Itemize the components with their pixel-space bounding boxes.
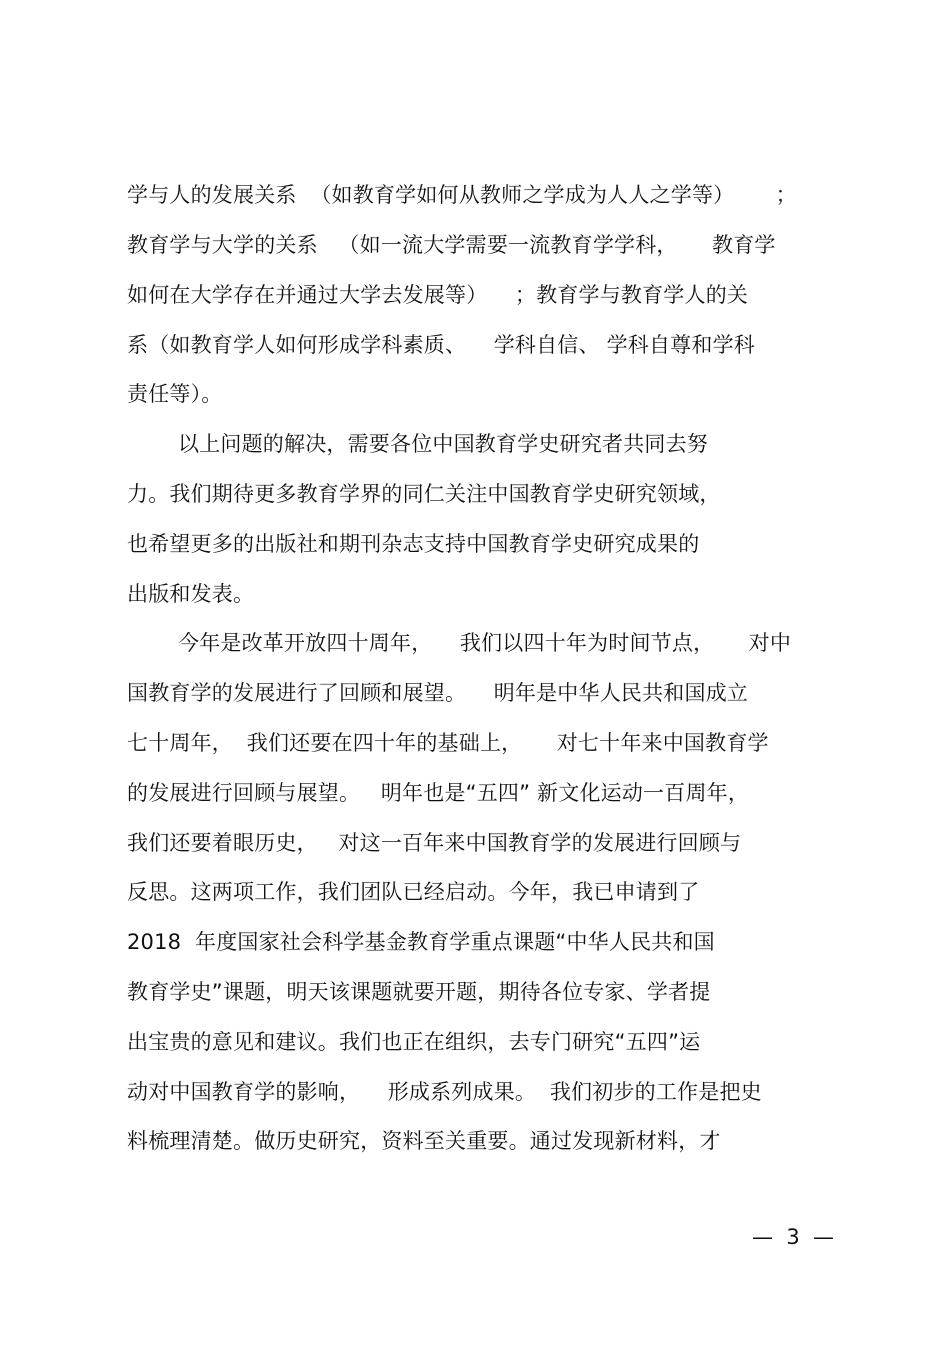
text-line: 七十周年， 我们还要在四十年的基础上， 对七十年来中国教育学 xyxy=(127,731,769,755)
text-line: 国教育学的发展进行了回顾和展望。 明年是中华人民共和国成立 xyxy=(127,681,749,705)
text-line: 我们还要着眼历史， 对这一百年来中国教育学的发展进行回顾与 xyxy=(127,831,742,855)
text-line: 的发展进行回顾与展望。 明年也是“五四” 新文化运动一百周年， xyxy=(127,781,750,805)
text-line: 学与人的发展关系 （如教育学如何从教师之学成为人人之学等） ； xyxy=(127,183,797,207)
text-line: 教育学史”课题，明天该课题就要开题，期待各位专家、学者提 xyxy=(127,980,711,1004)
paragraph-start-line: 今年是改革开放四十周年， 我们以四十年为时间节点， 对中 xyxy=(178,631,792,655)
text-line: 出版和发表。 xyxy=(127,582,255,606)
text-line: 力。我们期待更多教育学界的同仁关注中国教育学史研究领域， xyxy=(127,482,721,506)
text-line: 反思。这两项工作，我们团队已经启动。今年，我已申请到了 xyxy=(127,880,700,904)
page-number: — 3 — xyxy=(752,1225,835,1249)
text-line: 系（如教育学人如何形成学科素质、 学科自信、 学科自尊和学科 xyxy=(127,333,755,357)
text-line: 动对中国教育学的影响， 形成系列成果。 我们初步的工作是把史 xyxy=(127,1080,762,1104)
paragraph-start-line: 以上问题的解决，需要各位中国教育学史研究者共同去努 xyxy=(178,432,708,456)
text-line: 料梳理清楚。做历史研究，资料至关重要。通过发现新材料，才 xyxy=(127,1129,721,1153)
text-line: 如何在大学存在并通过大学去发展等） ；教育学与教育学人的关 xyxy=(127,283,749,307)
text-line: 出宝贵的意见和建议。我们也正在组织，去专门研究“五四”运 xyxy=(127,1030,701,1054)
text-line: 教育学与大学的关系 （如一流大学需要一流教育学学科， 教育学 xyxy=(127,233,776,257)
text-line: 2018 年度国家社会科学基金教育学重点课题“中华人民共和国 xyxy=(127,930,715,954)
text-line: 责任等）。 xyxy=(127,382,223,406)
text-line: 也希望更多的出版社和期刊杂志支持中国教育学史研究成果的 xyxy=(127,532,700,556)
